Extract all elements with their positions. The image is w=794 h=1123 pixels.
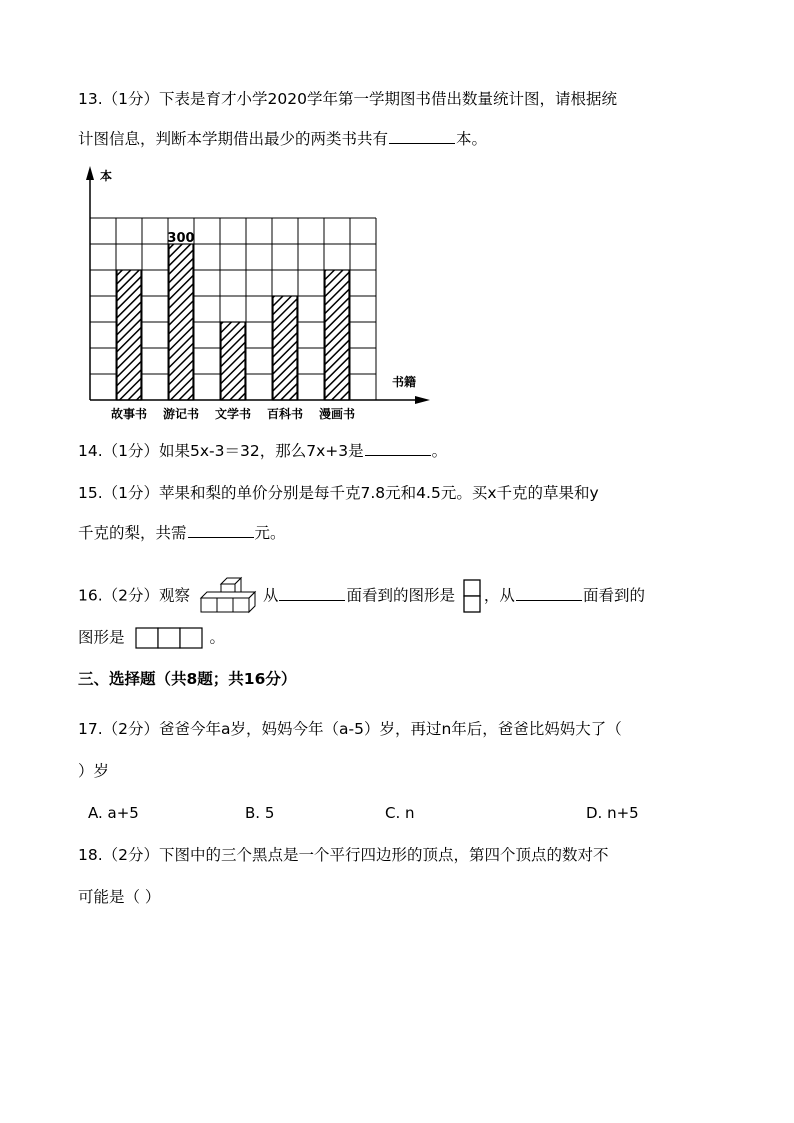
- section3-title: 三、选择题（共8题；共16分）: [78, 670, 297, 688]
- q16-text-4: ，从: [483, 586, 515, 605]
- q18-line2: 可能是（ ）: [78, 888, 161, 906]
- q13-answer-blank[interactable]: [389, 129, 455, 144]
- q18-line1: 18.（2分）下图中的三个黑点是一个平行四边形的顶点，第四个顶点的数对不: [78, 846, 609, 864]
- x-axis-arrow: [415, 396, 430, 404]
- q14-text-end: 。: [431, 442, 448, 460]
- q17-option-b[interactable]: B. 5: [245, 804, 275, 822]
- data-label-2: 300: [167, 231, 195, 246]
- q16-text-6: 图形是: [78, 628, 125, 647]
- q17-option-d[interactable]: D. n+5: [586, 804, 639, 822]
- three-square-row-figure: [135, 626, 203, 650]
- q16-answer-blank-1[interactable]: [279, 586, 345, 601]
- q15-text: 千克的梨，共需: [78, 524, 187, 542]
- category-label-4: 百科书: [266, 407, 304, 421]
- category-label-3: 文学书: [214, 407, 252, 421]
- q16-answer-blank-2[interactable]: [516, 586, 582, 601]
- q16-text-1: 16.（2分）观察: [78, 586, 191, 605]
- bar-3: [221, 322, 245, 400]
- q16-text-5: 面看到的: [582, 586, 645, 605]
- bar-5: [325, 270, 349, 400]
- q14-text: 14.（1分）如果5x-3＝32，那么7x+3是: [78, 442, 364, 460]
- q16-text-2: 从: [262, 586, 279, 605]
- q17-line1: 17.（2分）爸爸今年a岁，妈妈今年（a-5）岁，再过n年后，爸爸比妈妈大了（: [78, 720, 622, 738]
- cube-stack-figure: [197, 574, 261, 618]
- q16-line2: [78, 626, 225, 650]
- two-square-vertical-figure: [462, 579, 482, 613]
- category-label-1: 故事书: [110, 407, 148, 421]
- q14-line: [78, 440, 447, 462]
- category-label-2: 游记书: [162, 407, 200, 421]
- q17-line2: ）岁: [78, 762, 110, 780]
- y-axis-arrow: [86, 166, 94, 180]
- q13-line1: 13.（1分）下表是育才小学2020学年第一学期图书借出数量统计图，请根据统: [78, 90, 617, 108]
- q13-text: 计图信息，判断本学期借出最少的两类书共有: [78, 130, 389, 148]
- q16-text-3: 面看到的图形是: [346, 586, 455, 605]
- q13-line2: [78, 128, 487, 150]
- bar-1: [117, 270, 141, 400]
- q16-line1: [78, 574, 645, 618]
- q15-line2: [78, 522, 286, 544]
- x-axis-label: 书籍: [392, 375, 417, 389]
- bar-4: [273, 296, 297, 400]
- q16-text-7: 。: [209, 628, 225, 647]
- q13-text-end: 本。: [456, 130, 488, 148]
- y-axis-label: 本: [100, 169, 113, 183]
- category-label-5: 漫画书: [318, 407, 356, 421]
- q15-answer-blank[interactable]: [188, 523, 254, 538]
- bar-2: [169, 244, 193, 400]
- q15-text-end: 元。: [254, 524, 286, 542]
- q17-option-c[interactable]: C. n: [385, 804, 415, 822]
- q15-line1: 15.（1分）苹果和梨的单价分别是每千克7.8元和4.5元。买x千克的草果和y: [78, 484, 599, 502]
- q17-option-a[interactable]: A. a+5: [88, 804, 139, 822]
- q14-answer-blank[interactable]: [365, 441, 431, 456]
- book-borrowing-bar-chart: [70, 160, 440, 425]
